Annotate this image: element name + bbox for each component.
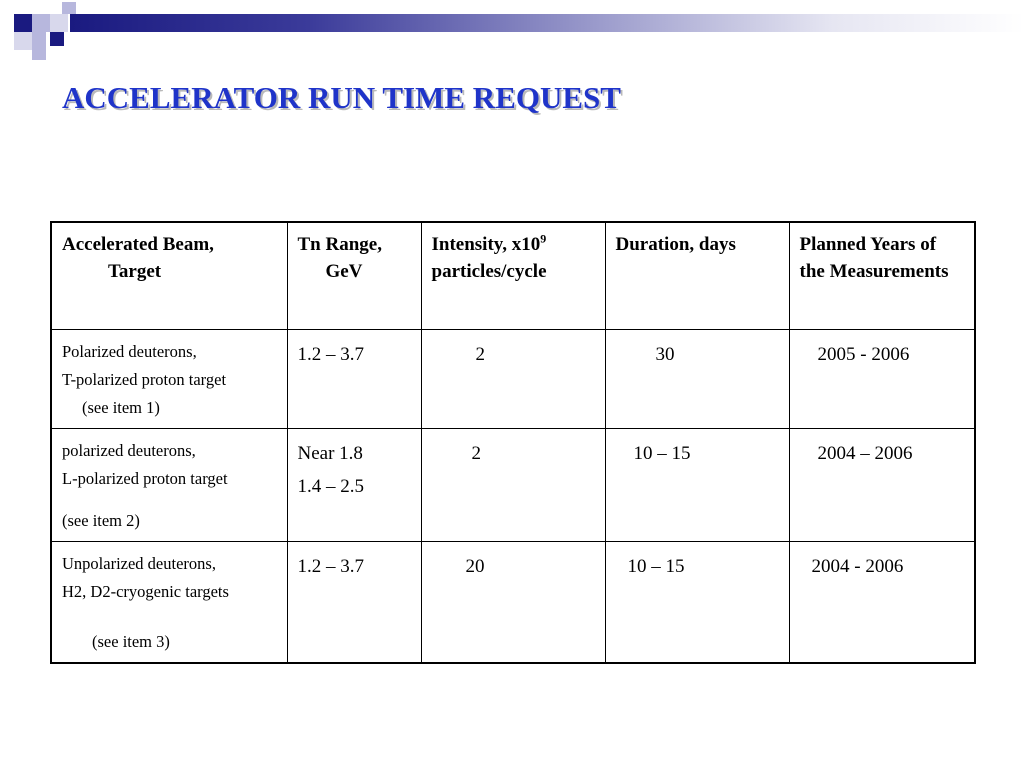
header-years-text: Planned Years of the Measurements: [799, 234, 949, 282]
beam-line1: polarized deuterons,: [62, 441, 196, 460]
duration-value: 30: [655, 344, 675, 365]
cell-years: [789, 542, 975, 664]
decorative-square: [32, 14, 50, 32]
range-line2: 1.4 – 2.5: [297, 476, 364, 497]
beam-line3: (see item 2): [62, 511, 140, 530]
header-intensity-text: Intensity, x10: [431, 234, 541, 255]
table-row: [51, 429, 975, 542]
decorative-square: [50, 32, 64, 46]
beam-line2: L-polarized proton target: [62, 469, 228, 488]
beam-line1: Polarized deuterons,: [62, 342, 197, 361]
spacer: [62, 493, 277, 507]
header-intensity-exponent: 9: [540, 231, 547, 246]
beam-line1: Unpolarized deuterons,: [62, 554, 216, 573]
cell-beam: [51, 330, 287, 429]
header-beam-line2: Target: [108, 261, 162, 282]
header-duration-text: Duration, days: [615, 234, 736, 255]
header-beam-line1: Accelerated Beam,: [62, 234, 214, 255]
range-line1: 1.2 – 3.7: [297, 556, 364, 577]
beam-line3: (see item 1): [82, 398, 160, 417]
cell-beam: [51, 429, 287, 542]
years-value: 2004 – 2006: [817, 443, 913, 464]
header-intensity: [421, 222, 605, 330]
cell-intensity: [421, 542, 605, 664]
header-gradient-band: [70, 14, 1024, 32]
intensity-value: 20: [465, 556, 485, 577]
years-value: 2004 - 2006: [811, 556, 904, 577]
table-row: [51, 330, 975, 429]
cell-years: [789, 330, 975, 429]
cell-range: [287, 330, 421, 429]
cell-range: [287, 542, 421, 664]
decorative-square: [50, 14, 68, 32]
decorative-square: [14, 14, 32, 32]
cell-intensity: [421, 330, 605, 429]
beam-line2: T-polarized proton target: [62, 370, 227, 389]
decorative-square: [32, 32, 46, 44]
cell-range: [287, 429, 421, 542]
header-intensity-line1: [432, 231, 595, 258]
beam-line2: H2, D2-cryogenic targets: [62, 582, 229, 601]
cell-intensity: [421, 429, 605, 542]
header-range-line2: GeV: [325, 261, 363, 282]
intensity-value: 2: [471, 443, 481, 464]
duration-value: 10 – 15: [627, 556, 685, 577]
cell-beam: [51, 542, 287, 664]
header-intensity-line2: particles/cycle: [431, 261, 547, 282]
table-header-row: [51, 222, 975, 330]
header-years: [789, 222, 975, 330]
beam-line3: (see item 3): [92, 632, 170, 651]
cell-duration: [605, 542, 789, 664]
duration-value: 10 – 15: [633, 443, 691, 464]
years-value: 2005 - 2006: [817, 344, 910, 365]
header-duration: [605, 222, 789, 330]
cell-duration: [605, 429, 789, 542]
header-range-line1: Tn Range,: [297, 234, 382, 255]
table-row: [51, 542, 975, 664]
spacer: [62, 606, 277, 628]
run-time-table: [50, 221, 976, 664]
header-range: [287, 222, 421, 330]
intensity-value: 2: [475, 344, 485, 365]
decorative-square: [32, 44, 46, 60]
header-beam: [51, 222, 287, 330]
slide-title: ACCELERATOR RUN TIME REQUEST: [62, 80, 621, 115]
cell-years: [789, 429, 975, 542]
decorative-square: [14, 32, 32, 50]
range-line1: Near 1.8: [297, 443, 363, 464]
decorative-square: [62, 2, 76, 14]
cell-duration: [605, 330, 789, 429]
range-line1: 1.2 – 3.7: [297, 344, 364, 365]
